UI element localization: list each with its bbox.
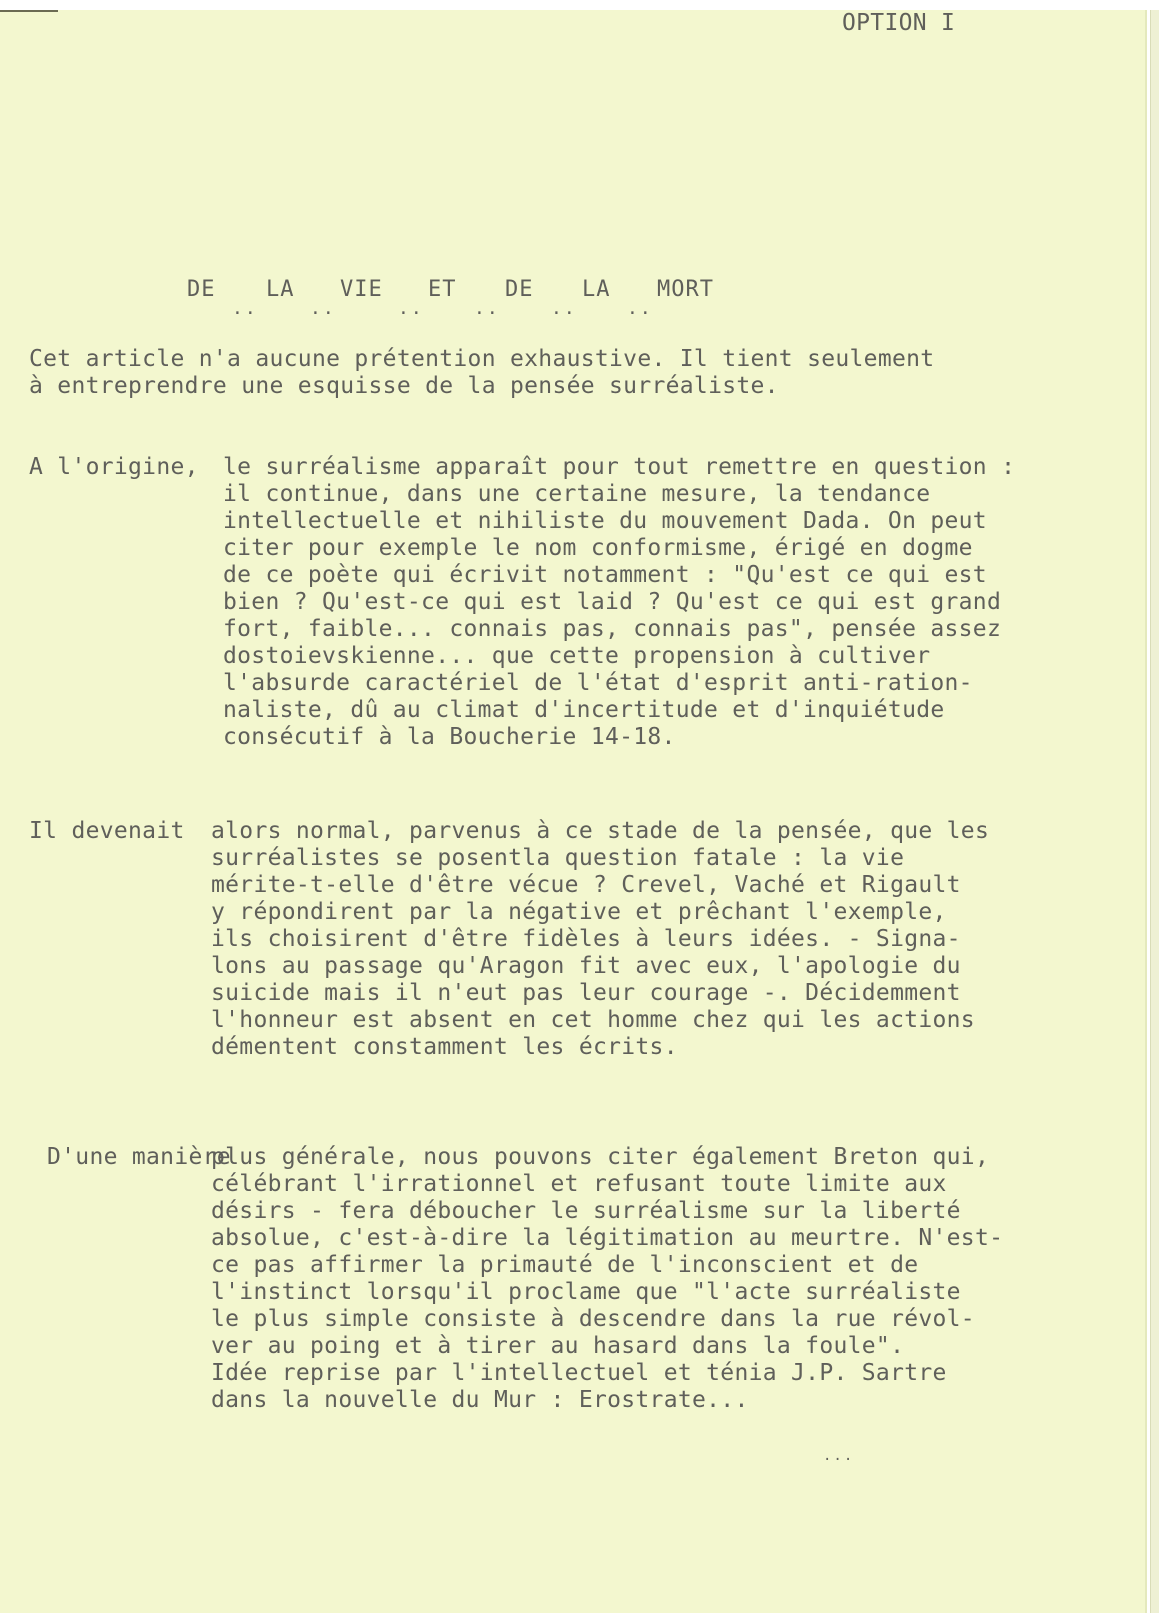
paragraph-body: le surréalisme apparaît pour tout remettre en question : il continue, dans une certaine mesure, la tendance intellectuelle et nihiliste du mouvement Dada. On peut citer pour exemple le nom conformisme, érigé en dogme de ce poète qui écrivit notamment : "Qu'est ce qui est bien ? Qu'est-ce qui est laid ? Qu'est ce qui est grand fort, faible... connais pas, connais pas", pensée assez dostoievskienne... que cette propension à cultiver l'absurde caractériel de l'état d'esprit anti-ration- naliste, dû au climat d'incertitude et d'inquiétude consécutif à la Boucherie 14-18.	[223, 454, 1016, 750]
title-underline-dots: ..	[232, 298, 258, 319]
title-word: MORT	[657, 277, 714, 302]
paragraph-body: plus générale, nous pouvons citer également Breton qui, célébrant l'irrationnel et refusant toute limite aux désirs - fera déboucher le surréalisme sur la liberté absolue, c'est-à-dire la légitimation au meurtre. N'est- ce pas affirmer la primauté de l'inconscient et de l'instinct lorsqu'il proclame que "l'acte surréaliste le plus simple consiste à descendre dans la rue révol- ver au poing et à tirer au hasard dans la foule". Idée reprise par l'intellectuel et ténia J.P. Sartre dans la nouvelle du Mur : Erostrate...	[211, 1144, 1004, 1413]
title-word: VIE	[340, 277, 383, 302]
paragraph-lead: Il devenait	[29, 818, 185, 844]
paragraph-lead: D'une manière	[47, 1144, 231, 1170]
title-underline-dots: ..	[398, 298, 424, 319]
title-underline-dots: ..	[627, 298, 653, 319]
top-rule	[0, 10, 58, 12]
title-underline-dots: ..	[474, 298, 500, 319]
title-word: LA	[582, 277, 611, 302]
paragraph-body: alors normal, parvenus à ce stade de la pensée, que les surréalistes se posentla question fatale : la vie mérite-t-elle d'être vécue ? Crevel, Vaché et Rigault y répondirent par la négative et prêchant l'exemple, ils choisirent d'être fidèles à leurs idées. - Signa- lons au passage qu'Aragon fit avec eux, l'apologie du suicide mais il n'eut pas leur courage -. Décidemment l'honneur est absent en cet homme chez qui les actions démentent constamment les écrits.	[211, 818, 990, 1060]
continuation-marker: ...	[823, 1448, 855, 1464]
title-word: LA	[266, 277, 295, 302]
page-edge	[1150, 10, 1159, 1613]
title-word: DE	[505, 277, 534, 302]
intro-paragraph: Cet article n'a aucune prétention exhaustive. Il tient seulement à entreprendre une esquisse de la pensée surréaliste.	[29, 346, 935, 399]
title-word: ET	[428, 277, 457, 302]
title-word: DE	[187, 277, 216, 302]
title-underline-dots: ..	[310, 298, 336, 319]
title-underline-dots: ..	[551, 298, 577, 319]
option-label: OPTION I	[842, 10, 956, 36]
paragraph-lead: A l'origine,	[29, 454, 199, 480]
